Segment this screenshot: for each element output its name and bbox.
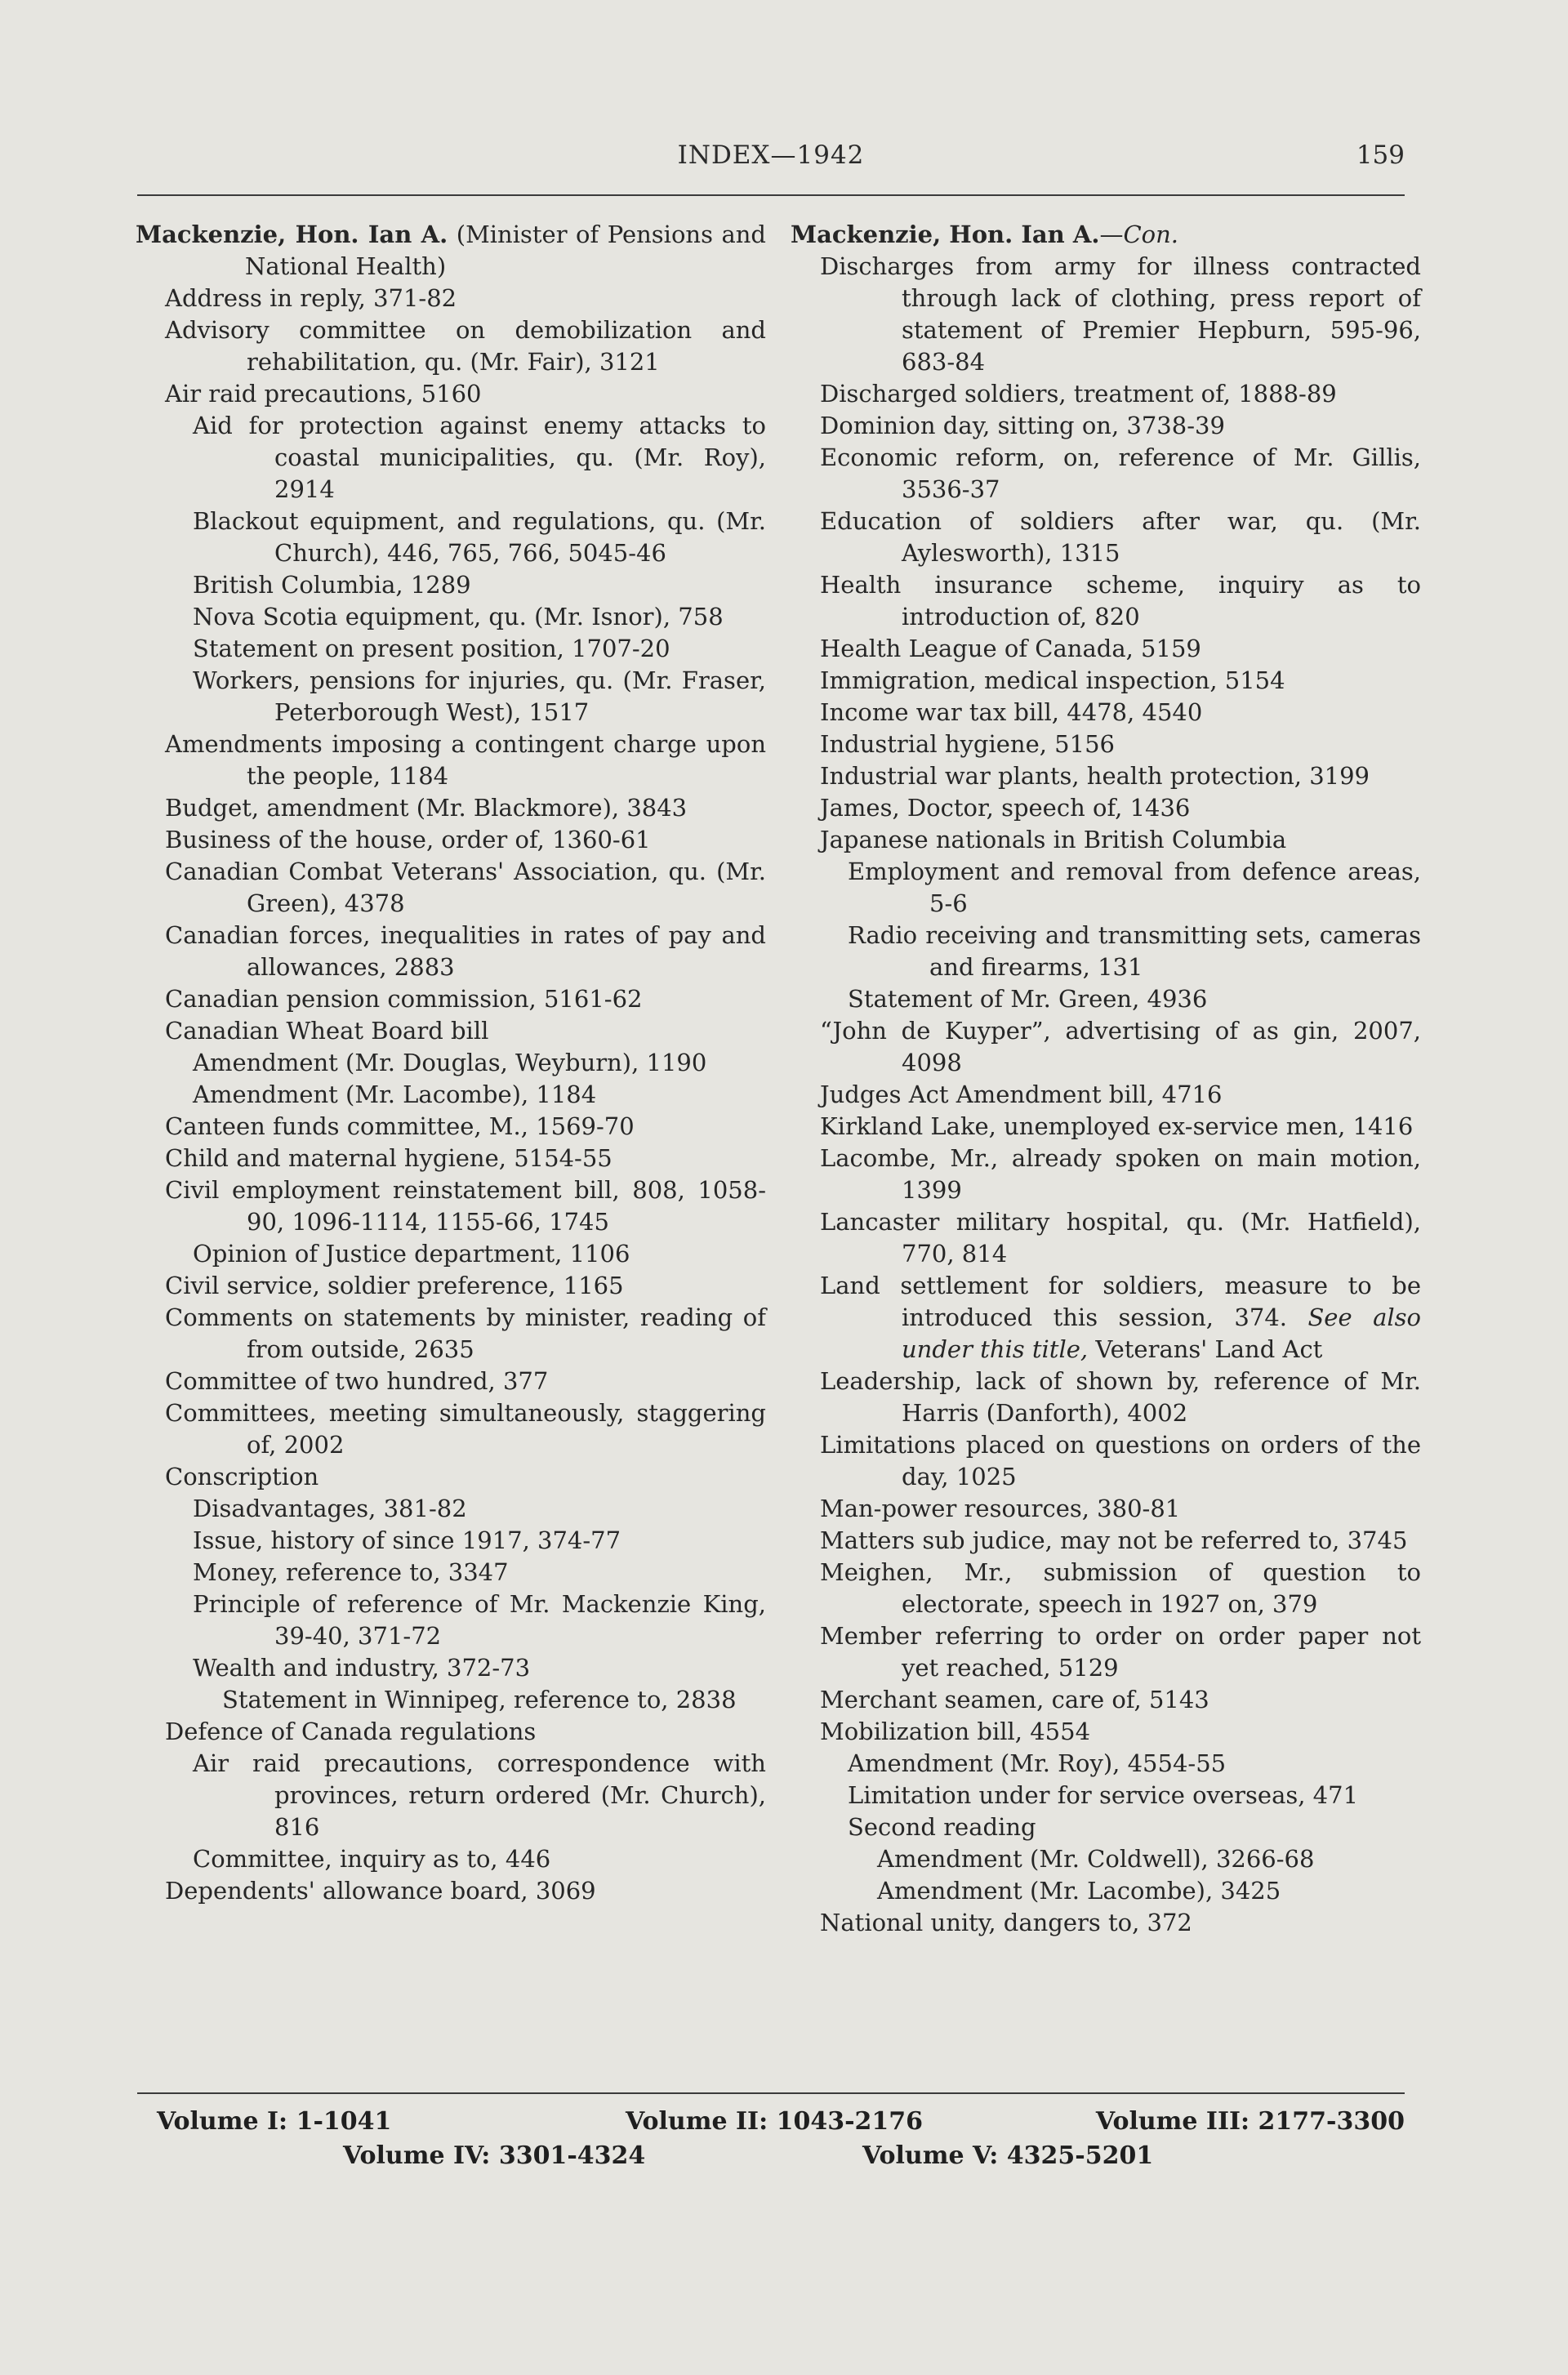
- index-entry: [165, 1143, 766, 1174]
- index-entry: [193, 1238, 766, 1270]
- index-entry-text: Employment and removal from defence areas, 5-6: [848, 858, 1421, 917]
- index-entry: [820, 506, 1421, 569]
- index-entry-text: Discharged soldiers, treatment of, 1888-89: [820, 380, 1337, 408]
- index-entry-text: Air raid precautions, correspondence with provinces, return ordered (Mr. Church), 816: [193, 1749, 766, 1841]
- index-entry-text: Education of soldiers after war, qu. (Mr. Aylesworth), 1315: [820, 507, 1421, 567]
- index-entry-text: Aid for protection against enemy attacks to coastal municipalities, qu. (Mr. Roy), 2914: [193, 412, 766, 503]
- index-entry-text: Principle of reference of Mr. Mackenzie King, 39-40, 371-72: [193, 1590, 766, 1650]
- index-entry-text: Meighen, Mr., submission of question to electorate, speech in 1927 on, 379: [820, 1558, 1421, 1618]
- index-entry-text: Canadian forces, inequalities in rates of pay and allowances, 2883: [165, 921, 766, 981]
- index-entry: [193, 1493, 766, 1525]
- index-entry: [820, 442, 1421, 506]
- index-entry-text: Limitations placed on questions on orders of the day, 1025: [820, 1431, 1421, 1491]
- right-column: [791, 219, 1421, 1939]
- index-entry: [165, 314, 766, 378]
- index-entry-text: Canadian Wheat Board bill: [165, 1017, 489, 1045]
- index-entry: [165, 856, 766, 920]
- index-entry-text: Judges Act Amendment bill, 4716: [820, 1081, 1223, 1108]
- index-entry: [820, 1270, 1421, 1366]
- index-entry-text: Amendment (Mr. Roy), 4554-55: [848, 1749, 1227, 1777]
- index-entry: [165, 1366, 766, 1397]
- index-entry-text: British Columbia, 1289: [193, 571, 471, 599]
- index-entry: [820, 1907, 1421, 1939]
- index-entry: [820, 633, 1421, 665]
- index-entry: [820, 1111, 1421, 1143]
- index-entry: [165, 1716, 766, 1748]
- volume-3-range: Volume III: 2177-3300: [1095, 2107, 1405, 2136]
- volume-5-range: Volume V: 4325-5201: [862, 2141, 1154, 2170]
- page-title: INDEX—1942: [677, 140, 865, 170]
- index-entry: [193, 633, 766, 665]
- index-entry-text: Child and maternal hygiene, 5154-55: [165, 1144, 612, 1172]
- index-entry-text: Committee of two hundred, 377: [165, 1367, 549, 1395]
- index-entry-text: Amendment (Mr. Coldwell), 3266-68: [877, 1845, 1315, 1873]
- index-entry: [193, 1557, 766, 1589]
- index-entry-text: Disadvantages, 381-82: [193, 1495, 467, 1522]
- index-entry: [820, 665, 1421, 697]
- index-entry-text: Lancaster military hospital, qu. (Mr. Hatfield), 770, 814: [820, 1208, 1421, 1268]
- index-entry-text: Matters sub judice, may not be referred to, 3745: [820, 1526, 1408, 1554]
- index-entry-text: Business of the house, order of, 1360-61: [165, 826, 651, 853]
- index-entry: [848, 1780, 1421, 1811]
- index-entry: [877, 1843, 1421, 1875]
- index-entry-text: Budget, amendment (Mr. Blackmore), 3843: [165, 794, 688, 822]
- index-entry-text: (Minister of Pensions and National Health): [245, 221, 766, 280]
- index-entry-text: Radio receiving and transmitting sets, cameras and firearms, 131: [848, 921, 1421, 981]
- index-entry: [165, 1875, 766, 1907]
- index-entry-text: Kirkland Lake, unemployed ex-service men, 1416: [820, 1112, 1414, 1140]
- index-entry: [848, 1811, 1421, 1843]
- index-entry-text: Japanese nationals in British Columbia: [820, 826, 1287, 853]
- index-entry-text: Workers, pensions for injuries, qu. (Mr. Fraser, Peterborough West), 1517: [193, 666, 766, 726]
- index-entry: [165, 1111, 766, 1143]
- index-entry-text: National unity, dangers to, 372: [820, 1909, 1192, 1936]
- index-entry-text: Amendment (Mr. Lacombe), 3425: [877, 1877, 1281, 1905]
- index-entry: [820, 1079, 1421, 1111]
- index-entry-text: Civil employment reinstatement bill, 808, 1058-90, 1096-1114, 1155-66, 1745: [165, 1176, 766, 1236]
- index-entry-text: James, Doctor, speech of, 1436: [820, 794, 1191, 822]
- index-entry-text: Statement of Mr. Green, 4936: [848, 985, 1208, 1013]
- index-entry: [820, 410, 1421, 442]
- index-entry-text: Discharges from army for illness contracted through lack of clothing, press report of statement of Premier Hepburn, 595-96, 683-84: [820, 252, 1421, 376]
- index-entry-text: Conscription: [165, 1463, 319, 1491]
- index-entry-text: Canadian pension commission, 5161-62: [165, 985, 643, 1013]
- index-entry-text: Statement on present position, 1707-20: [193, 635, 670, 662]
- index-entry: [165, 1397, 766, 1461]
- index-entry-text: Committees, meeting simultaneously, staggering of, 2002: [165, 1399, 766, 1459]
- index-entry: [820, 792, 1421, 824]
- index-entry: [820, 1429, 1421, 1493]
- index-entry: [820, 1206, 1421, 1270]
- index-entry: [193, 1843, 766, 1875]
- index-entry-text: Air raid precautions, 5160: [165, 380, 482, 408]
- index-heading-name: Mackenzie, Hon. Ian A.: [791, 221, 1100, 248]
- index-entry-text: Merchant seamen, care of, 5143: [820, 1686, 1209, 1713]
- index-entry-text: Statement in Winnipeg, reference to, 2838: [222, 1686, 737, 1713]
- index-entry: [877, 1875, 1421, 1907]
- index-entry: [165, 983, 766, 1015]
- index-entry: [848, 856, 1421, 920]
- index-entry-text: —: [1099, 221, 1124, 248]
- index-entry-text: Amendment (Mr. Lacombe), 1184: [193, 1081, 597, 1108]
- index-entry: [193, 1652, 766, 1684]
- index-entry: [820, 1716, 1421, 1748]
- index-entry-text: Issue, history of since 1917, 374-77: [193, 1526, 621, 1554]
- index-entry: [193, 601, 766, 633]
- index-entry-text: Leadership, lack of shown by, reference of Mr. Harris (Danforth), 4002: [820, 1367, 1421, 1427]
- index-entry-text: Opinion of Justice department, 1106: [193, 1240, 630, 1268]
- index-entry: [222, 1684, 766, 1716]
- index-entry-text: Amendments imposing a contingent charge upon the people, 1184: [165, 730, 766, 790]
- index-entry: [820, 729, 1421, 760]
- index-entry: [165, 378, 766, 410]
- index-entry: [193, 1748, 766, 1843]
- index-entry-text: Canteen funds committee, M., 1569-70: [165, 1112, 635, 1140]
- index-entry: [193, 569, 766, 601]
- index-entry-text: Blackout equipment, and regulations, qu. (Mr. Church), 446, 765, 766, 5045-46: [193, 507, 766, 567]
- index-entry: [193, 1525, 766, 1557]
- index-entry: [193, 1047, 766, 1079]
- index-entry: [820, 251, 1421, 378]
- index-entry: [165, 1015, 766, 1047]
- header-divider: [137, 194, 1405, 196]
- index-entry-text: Nova Scotia equipment, qu. (Mr. Isnor), 758: [193, 603, 724, 631]
- index-entry-italic: See also under this title,: [902, 1303, 1421, 1363]
- index-heading: [136, 219, 766, 283]
- index-entry-text: Civil service, soldier preference, 1165: [165, 1272, 624, 1299]
- index-entry-text: Health insurance scheme, inquiry as to introduction of, 820: [820, 571, 1421, 631]
- index-entry-text: Amendment (Mr. Douglas, Weyburn), 1190: [193, 1049, 707, 1076]
- index-entry-text: Health League of Canada, 5159: [820, 635, 1201, 662]
- index-heading-name: Mackenzie, Hon. Ian A.: [136, 221, 448, 248]
- index-entry-text: Committee, inquiry as to, 446: [193, 1845, 551, 1873]
- index-entry: [820, 1493, 1421, 1525]
- index-entry: [165, 729, 766, 792]
- index-entry-text: Mobilization bill, 4554: [820, 1718, 1091, 1745]
- index-entry: [165, 1270, 766, 1302]
- index-entry: [820, 697, 1421, 729]
- volume-4-range: Volume IV: 3301-4324: [343, 2141, 646, 2170]
- volume-2-range: Volume II: 1043-2176: [626, 2107, 924, 2136]
- index-entry: [848, 920, 1421, 983]
- left-column: [136, 219, 766, 1907]
- page-header: [137, 140, 1405, 181]
- footer-divider: [137, 2092, 1405, 2094]
- index-entry-text: Industrial war plants, health protection, 3199: [820, 762, 1370, 790]
- index-entry: [193, 665, 766, 729]
- index-entry-text: Canadian Combat Veterans' Association, qu. (Mr. Green), 4378: [165, 858, 766, 917]
- index-entry-text: Money, reference to, 3347: [193, 1558, 509, 1586]
- index-heading: [791, 219, 1421, 251]
- index-entry-text: Income war tax bill, 4478, 4540: [820, 698, 1203, 726]
- index-entry: [165, 792, 766, 824]
- index-entry: [193, 410, 766, 506]
- index-entry-text: Address in reply, 371-82: [165, 284, 457, 312]
- index-entry-text: Immigration, medical inspection, 5154: [820, 666, 1285, 694]
- index-entry: [193, 1079, 766, 1111]
- index-entry-text: Economic reform, on, reference of Mr. Gillis, 3536-37: [820, 443, 1421, 503]
- index-entry: [820, 1015, 1421, 1079]
- index-entry: [820, 569, 1421, 633]
- index-entry-text: Industrial hygiene, 5156: [820, 730, 1115, 758]
- index-entry: [165, 1461, 766, 1493]
- index-entry: [165, 1174, 766, 1238]
- index-entry-text: Second reading: [848, 1813, 1036, 1841]
- page-number: 159: [1356, 140, 1405, 170]
- index-entry: [820, 824, 1421, 856]
- index-entry-text: Member referring to order on order paper not yet reached, 5129: [820, 1622, 1421, 1682]
- index-entry: [165, 824, 766, 856]
- index-entry: [820, 378, 1421, 410]
- index-entry-text: Comments on statements by minister, reading of from outside, 2635: [165, 1303, 766, 1363]
- index-entry: [820, 1366, 1421, 1429]
- index-entry: [820, 1525, 1421, 1557]
- index-entry: [848, 983, 1421, 1015]
- index-entry-text: Defence of Canada regulations: [165, 1718, 537, 1745]
- index-entry-text: “John de Kuyper”, advertising of as gin, 2007, 4098: [820, 1017, 1421, 1076]
- index-entry-text: Land settlement for soldiers, measure to be introduced this session, 374.: [820, 1272, 1421, 1331]
- index-entry-text: Lacombe, Mr., already spoken on main motion, 1399: [820, 1144, 1421, 1204]
- index-entry-text: Limitation under for service overseas, 471: [848, 1781, 1359, 1809]
- volume-footer: [137, 2107, 1405, 2181]
- index-entry-text: Dependents' allowance board, 3069: [165, 1877, 596, 1905]
- index-entry: [820, 760, 1421, 792]
- index-entry-text: Wealth and industry, 372-73: [193, 1654, 531, 1682]
- index-entry-text: Dominion day, sitting on, 3738-39: [820, 412, 1225, 439]
- index-entry-italic: Con.: [1123, 221, 1179, 248]
- volume-1-range: Volume I: 1-1041: [157, 2107, 392, 2136]
- index-entry: [165, 920, 766, 983]
- index-entry: [193, 1589, 766, 1652]
- index-entry-text: Man-power resources, 380-81: [820, 1495, 1181, 1522]
- index-entry: [820, 1684, 1421, 1716]
- index-entry: [193, 506, 766, 569]
- index-entry-text: Advisory committee on demobilization and rehabilitation, qu. (Mr. Fair), 3121: [165, 316, 766, 376]
- index-entry: [820, 1620, 1421, 1684]
- index-entry-tail: Veterans' Land Act: [1088, 1335, 1323, 1363]
- index-entry: [165, 1302, 766, 1366]
- index-entry: [165, 283, 766, 314]
- index-entry: [848, 1748, 1421, 1780]
- index-entry: [820, 1557, 1421, 1620]
- index-entry: [820, 1143, 1421, 1206]
